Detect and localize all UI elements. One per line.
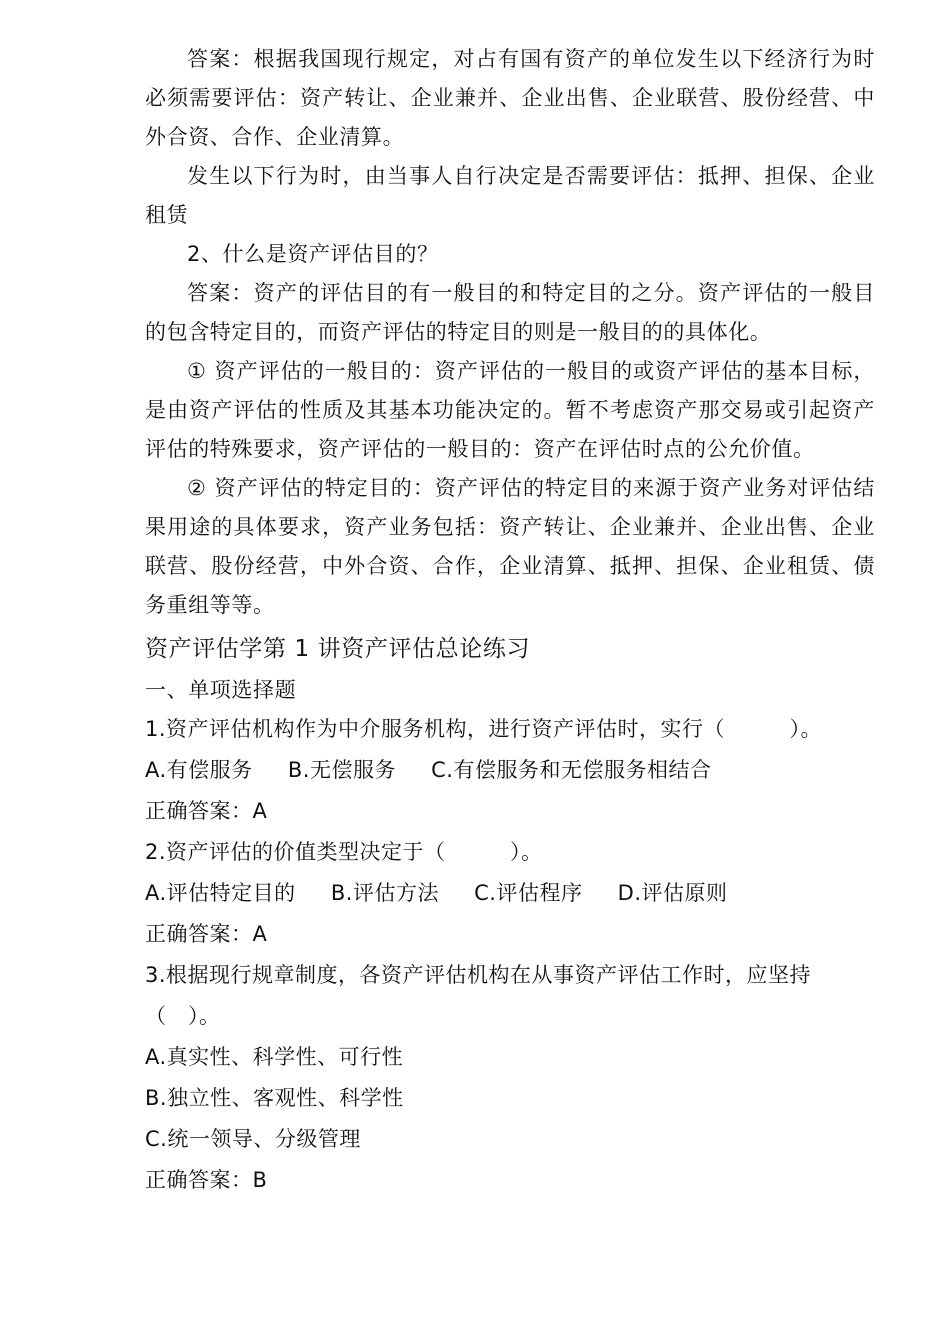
question-3-option-a: A.真实性、科学性、可行性 — [145, 1045, 404, 1069]
question-3-option-c: C.统一领导、分级管理 — [145, 1127, 361, 1151]
question-1-option-c: C.有偿服务和无偿服务相结合 — [431, 758, 712, 782]
question-2-answer: 正确答案：A — [145, 922, 268, 946]
question-2-option-d: D.评估原则 — [617, 881, 728, 905]
question-2-heading: 2、什么是资产评估目的？ — [187, 242, 439, 266]
question-3-stem: 3.根据现行规章制度，各资产评估机构在从事资产评估工作时，应坚持（ ）。 — [145, 963, 812, 1028]
question-2-option-a: A.评估特定目的 — [145, 881, 296, 905]
question-2-stem: 2.资产评估的价值类型决定于（ ）。 — [145, 840, 543, 864]
answer-paragraph-4: ① 资产评估的一般目的：资产评估的一般目的或资产评估的基本目标，是由资产评估的性质及其基本功能决定的。暂不考虑资产那交易或引起资产评估的特殊要求，资产评估的一般目的：资产在评估时点的公允价值。 — [145, 359, 875, 461]
question-3-option-b: B.独立性、客观性、科学性 — [145, 1086, 404, 1110]
question-1-option-b: B.无偿服务 — [287, 758, 396, 782]
answer-paragraph-1: 答案：根据我国现行规定，对占有国有资产的单位发生以下经济行为时必须需要评估：资产转让、企业兼并、企业出售、企业联营、股份经营、中外合资、合作、企业清算。 — [145, 47, 875, 149]
answer-paragraph-5: ② 资产评估的特定目的：资产评估的特定目的来源于资产业务对评估结果用途的具体要求，资产业务包括：资产转让、企业兼并、企业出售、企业联营、股份经营，中外合资、合作，企业清算、抵押、担保、企业租赁、债务重组等等。 — [145, 476, 875, 617]
question-2-option-b: B.评估方法 — [330, 881, 439, 905]
question-3-answer: 正确答案：B — [145, 1168, 268, 1192]
question-1-answer: 正确答案：A — [145, 799, 268, 823]
answer-paragraph-2: 发生以下行为时，由当事人自行决定是否需要评估：抵押、担保、企业租赁 — [145, 164, 875, 227]
question-1-option-a: A.有偿服务 — [145, 758, 253, 782]
section-heading: 一、单项选择题 — [145, 678, 297, 702]
question-1-stem: 1.资产评估机构作为中介服务机构，进行资产评估时，实行（ ）。 — [145, 717, 823, 741]
question-2-options — [145, 873, 875, 914]
answer-paragraph-3: 答案：资产的评估目的有一般目的和特定目的之分。资产评估的一般目的包含特定目的，而资产评估的特定目的则是一般目的的具体化。 — [145, 281, 875, 344]
exercise-title: 资产评估学第 1 讲资产评估总论练习 — [145, 636, 531, 662]
question-1-options — [145, 750, 875, 791]
document-body — [145, 40, 875, 1201]
question-2-option-c: C.评估程序 — [474, 881, 583, 905]
